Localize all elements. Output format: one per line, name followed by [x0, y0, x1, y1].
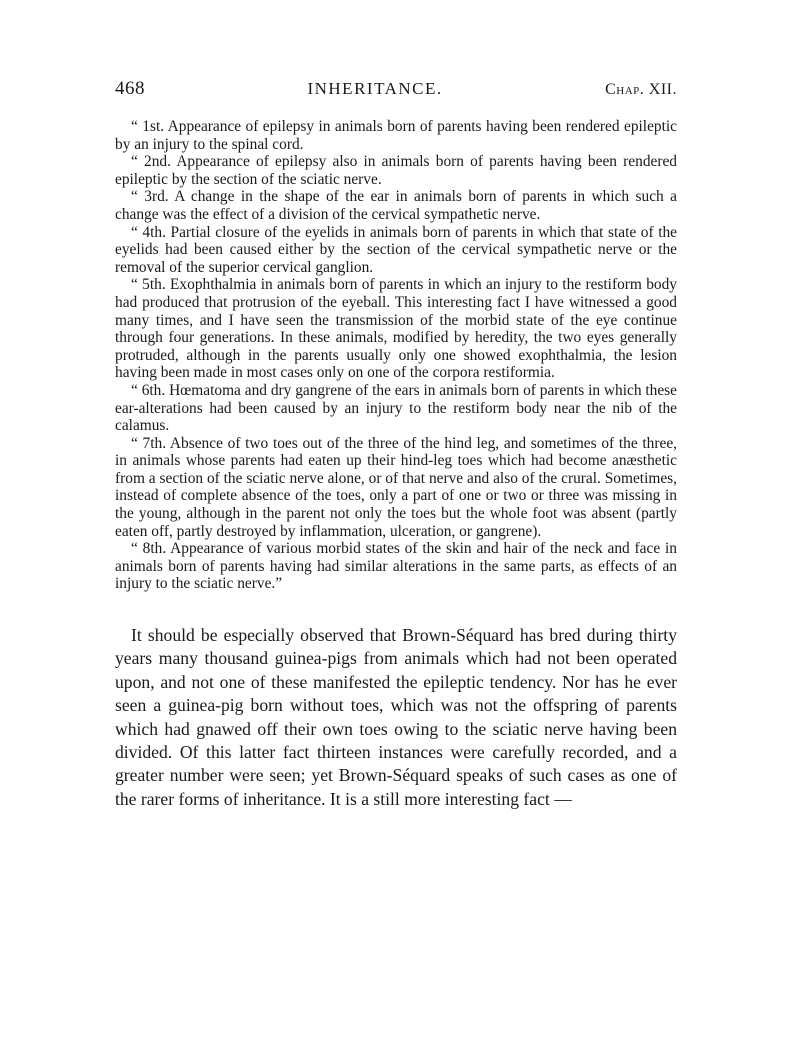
quote-item-3: “ 3rd. A change in the shape of the ear in animals born of parents in which such a change was the effect of a division of the cervical sympathetic nerve. — [115, 188, 677, 223]
quote-item-6: “ 6th. Hœmatoma and dry gangrene of the ears in animals born of parents in which these ear-alterations had been caused by an injury to the restiform body near the nib of the calamus. — [115, 381, 677, 435]
running-head — [115, 78, 677, 112]
running-title: INHERITANCE. — [307, 79, 443, 98]
quoted-list — [115, 118, 677, 593]
quote-item-1: “ 1st. Appearance of epilepsy in animals born of parents having been rendered epileptic by an injury to the spinal cord. — [115, 118, 677, 153]
quote-item-7: “ 7th. Absence of two toes out of the three of the hind leg, and sometimes of the three, in animals whose parents had eaten up their hind-leg toes which had become anæsthetic from a section of the sciatic nerve alone, or of that nerve and also of the crural. Sometimes, instead of complete absence of the toes, only a part of one or two or three was missing in the young, although in the parent not only the toes but the whole foot was absent (partly eaten off, partly destroyed by inflammation, ulceration, or gangrene). — [115, 434, 677, 540]
quote-item-4: “ 4th. Partial closure of the eyelids in animals born of parents in which that state of the eyelids had been caused either by the section of the cervical sympathetic nerve or the removal of the superior cervical ganglion. — [115, 223, 677, 276]
quote-item-8: “ 8th. Appearance of various morbid states of the skin and hair of the neck and face in animals born of parents having had similar alterations in the same parts, as effects of an injury to the sciatic nerve.” — [115, 540, 677, 593]
page-number: 468 — [115, 78, 145, 99]
chapter-label: Chap. XII. — [605, 81, 677, 98]
body-paragraph: It should be especially observed that Brown-Séquard has bred during thirty years many thousand guinea-pigs from animals which had not been operated upon, and not one of these manifested the epileptic tendency. Nor has he ever seen a guinea-pig born without toes, which was not the offspring of parents which had gnawed off their own toes owing to the sciatic nerve having been divided. Of this latter fact thirteen instances were carefully recorded, and a greater number were seen; yet Brown-Séquard speaks of such cases as one of the rarer forms of inheritance. It is a still more interesting fact — — [115, 625, 677, 809]
quote-item-2: “ 2nd. Appearance of epilepsy also in animals born of parents having been rendered epileptic by the section of the sciatic nerve. — [115, 153, 677, 188]
body-text — [115, 624, 677, 811]
quote-item-5: “ 5th. Exophthalmia in animals born of parents in which an injury to the restiform body had produced that protrusion of the eyeball. This interesting fact I have witnessed a good many times, and I have seen the transmission of the morbid state of the eye continue through four generations. In these animals, modified by heredity, the two eyes generally protruded, although in the parents usually only one showed exophthalmia, the lesion having been made in most cases only on one of the corpora restiformia. — [115, 276, 677, 382]
book-page — [115, 78, 677, 811]
